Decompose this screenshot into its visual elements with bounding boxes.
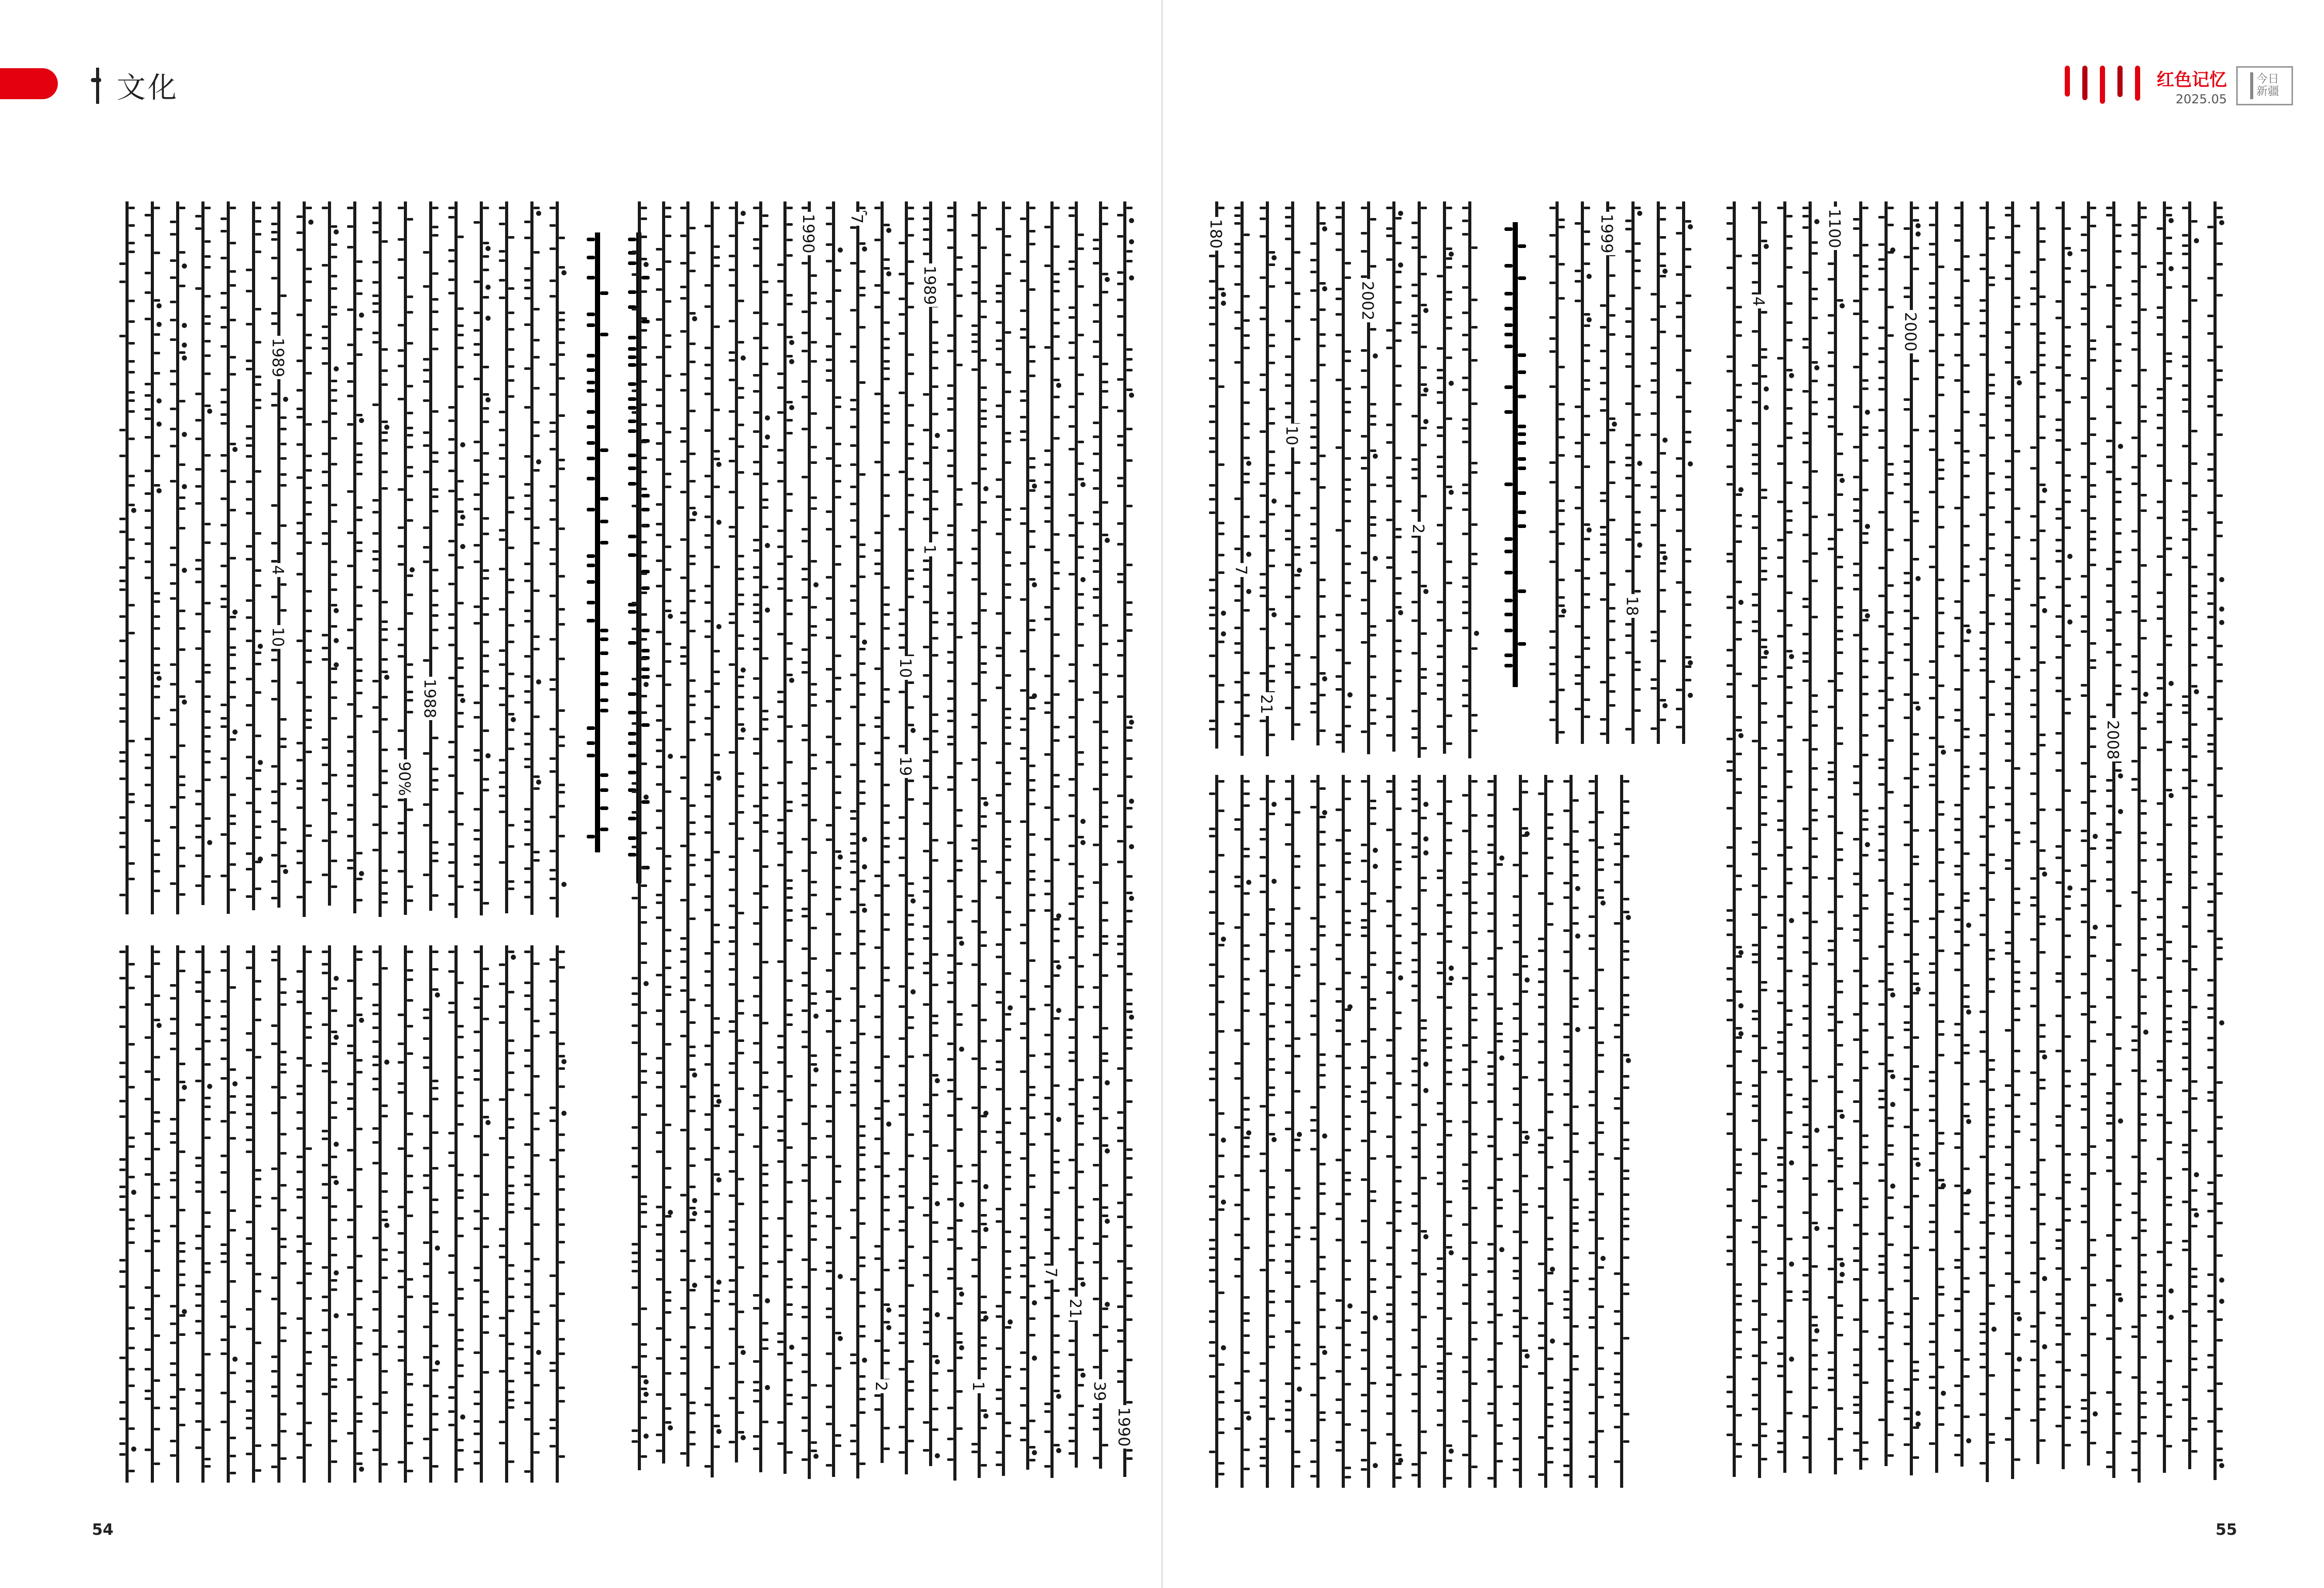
mongolian-text-column [447,945,465,1483]
mongolian-text-column [654,201,673,1464]
inline-number: 2 [872,1379,890,1393]
inline-number: 1990 [799,212,817,255]
mongolian-text-column [2003,201,2022,1479]
inline-number: 39 [1090,1379,1108,1403]
mongolian-text-column [1067,201,1086,1468]
magazine-logo-icon [2236,66,2293,105]
mongolian-text-column [143,201,162,914]
inline-number: 10 [269,625,287,649]
magazine-logo-text: 今日新疆 [2256,72,2280,98]
mongolian-text-column [1486,775,1504,1488]
mongolian-text-column [1902,201,1921,1475]
mongolian-text-column [548,945,567,1483]
inline-number: 1989 [920,263,938,307]
mongolian-text-column [2180,201,2199,1469]
mongolian-text-column [1674,201,1693,744]
mongolian-text-column [994,201,1013,1476]
mongolian-text-column [497,945,516,1483]
mongolian-text-column [1385,775,1403,1488]
inline-number: 19 [896,754,914,778]
mongolian-text-column [1725,201,1744,1477]
mongolian-text-column [421,945,440,1483]
mongolian-text-column [1283,201,1302,740]
mongolian-text-column [1283,775,1302,1488]
mongolian-text-column [2206,201,2224,1480]
inline-number: 2 [1409,522,1427,536]
mongolian-text-column [1776,201,1794,1473]
mongolian-heading-column [584,232,613,852]
mongolian-text-column [824,201,843,1477]
mongolian-text-column [1750,201,1769,1478]
inline-number: 1989 [269,336,287,379]
mongolian-text-column [244,201,263,910]
mongolian-text-column [1043,201,1061,1478]
mongolian-text-column [970,201,988,1478]
mongolian-text-column [295,201,313,917]
inline-number: 2002 [1358,279,1376,322]
page-number-right: 55 [2216,1521,2237,1539]
mongolian-text-column [1018,201,1037,1470]
mongolian-text-column [1536,775,1555,1488]
mongolian-text-column [1233,201,1251,756]
mongolian-text-column [1233,775,1251,1488]
mongolian-text-column [1851,201,1870,1470]
mongolian-text-column [1624,201,1642,744]
mongolian-text-column [168,201,187,914]
mongolian-text-column [472,945,491,1483]
right-page-body [1203,201,2236,1503]
mongolian-text-column [396,945,415,1483]
inline-number: 1 [920,542,938,556]
mongolian-text-column [1359,201,1378,754]
mongolian-text-column [295,945,313,1483]
inline-number: 7 [1042,1266,1060,1280]
mongolian-text-column [897,201,916,1474]
section-tab [0,68,58,99]
inline-number: 1100 [1825,207,1843,250]
mongolian-text-column [118,945,136,1483]
issue-date: 2025.05 [2175,91,2227,106]
mongolian-text-column [497,201,516,913]
mongolian-text-column [1309,201,1327,745]
mongolian-text-column [1385,201,1403,752]
mongolian-text-column [270,201,288,908]
inline-number: 7 [847,212,866,226]
mongolian-text-column [630,201,649,1470]
mongolian-text-column [1953,201,1971,1467]
inline-number: 2000 [1901,310,1919,353]
mongolian-text-column [2029,201,2047,1464]
mongolian-text-column [1359,775,1378,1488]
mongolian-text-column [1116,201,1134,1477]
mongolian-text-column [219,945,238,1483]
mongolian-text-column [727,201,746,1462]
mongolian-text-column [2130,201,2148,1483]
mongolian-text-column [346,945,364,1483]
mongolian-text-column [1573,201,1592,744]
magazine-brand [2065,60,2293,112]
inline-number: 10 [1282,424,1300,447]
mongolian-script-section-icon [91,68,104,104]
inline-number: 1999 [1597,212,1615,255]
mongolian-text-column [703,201,721,1477]
mongolian-text-column [1927,201,1946,1473]
mongolian-text-column [168,945,187,1483]
mongolian-text-column [1207,775,1226,1488]
inline-number: 1990 [1114,1405,1133,1449]
mongolian-text-column [1410,775,1428,1488]
mongolian-text-column [523,945,541,1483]
inline-number: 1 [969,1379,987,1393]
mongolian-text-column [1410,201,1428,758]
inline-number: 10 [896,656,914,680]
mongolian-text-column [244,945,263,1483]
mongolian-text-column [1877,201,1895,1466]
inline-number: 21 [1066,1297,1084,1320]
inline-number: 180 [1206,217,1224,251]
mongolian-text-column [1598,201,1617,744]
mongolian-text-column [776,201,794,1474]
mongolian-text-column [1309,775,1327,1488]
mongolian-text-column [1511,775,1530,1488]
mongolian-text-column [1461,201,1479,758]
section-title: 文化 [117,71,179,105]
mongolian-text-column [2155,201,2174,1473]
mongolian-text-column [2105,201,2123,1478]
mongolian-text-column [396,201,415,915]
mongolian-text-column [1562,775,1580,1488]
inline-number: 2008 [2103,718,2122,761]
mongolian-text-column [946,201,964,1481]
brand-title [2157,66,2227,106]
mongolian-text-column [873,201,891,1463]
mongolian-text-column [1587,775,1606,1488]
mongolian-text-column [346,201,364,913]
mongolian-text-column [1461,775,1479,1488]
mongolian-text-column [1435,775,1454,1488]
mongolian-text-column [1612,775,1631,1488]
mongolian-text-column [320,201,339,906]
inline-number: 7 [1232,563,1250,577]
mongolian-text-column [1435,201,1454,754]
section-label [91,61,179,111]
mongolian-text-column [1258,201,1277,756]
mongolian-text-column [1978,201,1997,1482]
page-spine [1161,0,1163,1588]
mongolian-text-column [143,945,162,1483]
inline-number: 4 [1749,294,1767,308]
mongolian-text-column [2054,201,2072,1469]
mongolian-text-column [921,201,940,1466]
mongolian-text-column [1258,775,1277,1488]
mongolian-text-column [849,201,867,1478]
mongolian-text-column [1826,201,1845,1474]
inline-number: 1988 [420,677,438,720]
mongolian-text-column [1334,201,1353,753]
mongolian-text-column [2079,201,2098,1466]
mongolian-text-column [371,201,389,917]
mongolian-text-column [270,945,288,1483]
mongolian-text-column [523,201,541,915]
left-page-body [114,201,1136,1503]
mongolian-text-column [472,201,491,915]
mongolian-text-column [1548,201,1566,744]
inline-number: 18 [1623,594,1641,618]
mongolian-text-column [447,201,465,918]
mongolian-text-column [751,201,770,1472]
mongolian-text-column [1334,775,1353,1488]
mongolian-text-column [548,201,567,917]
mongolian-script-brand-mark [2065,63,2147,109]
page-number-left: 54 [92,1521,114,1539]
mongolian-text-column [371,945,389,1483]
brand-name: 红色记忆 [2157,69,2227,90]
inline-number: 4 [269,563,287,577]
mongolian-text-column [421,201,440,911]
mongolian-heading-column [1501,222,1530,687]
mongolian-text-column [219,201,238,914]
mongolian-text-column [800,201,819,1479]
mongolian-text-column [1207,201,1226,749]
inline-number: 21 [1257,692,1275,716]
mongolian-text-column [320,945,339,1483]
mongolian-text-column [118,201,136,914]
mongolian-text-column [679,201,697,1467]
mongolian-text-column [1091,201,1110,1469]
inline-number: 90% [395,759,413,798]
mongolian-text-column [194,201,212,905]
mongolian-text-column [1649,201,1668,744]
mongolian-text-column [194,945,212,1483]
mongolian-text-column [1801,201,1819,1473]
